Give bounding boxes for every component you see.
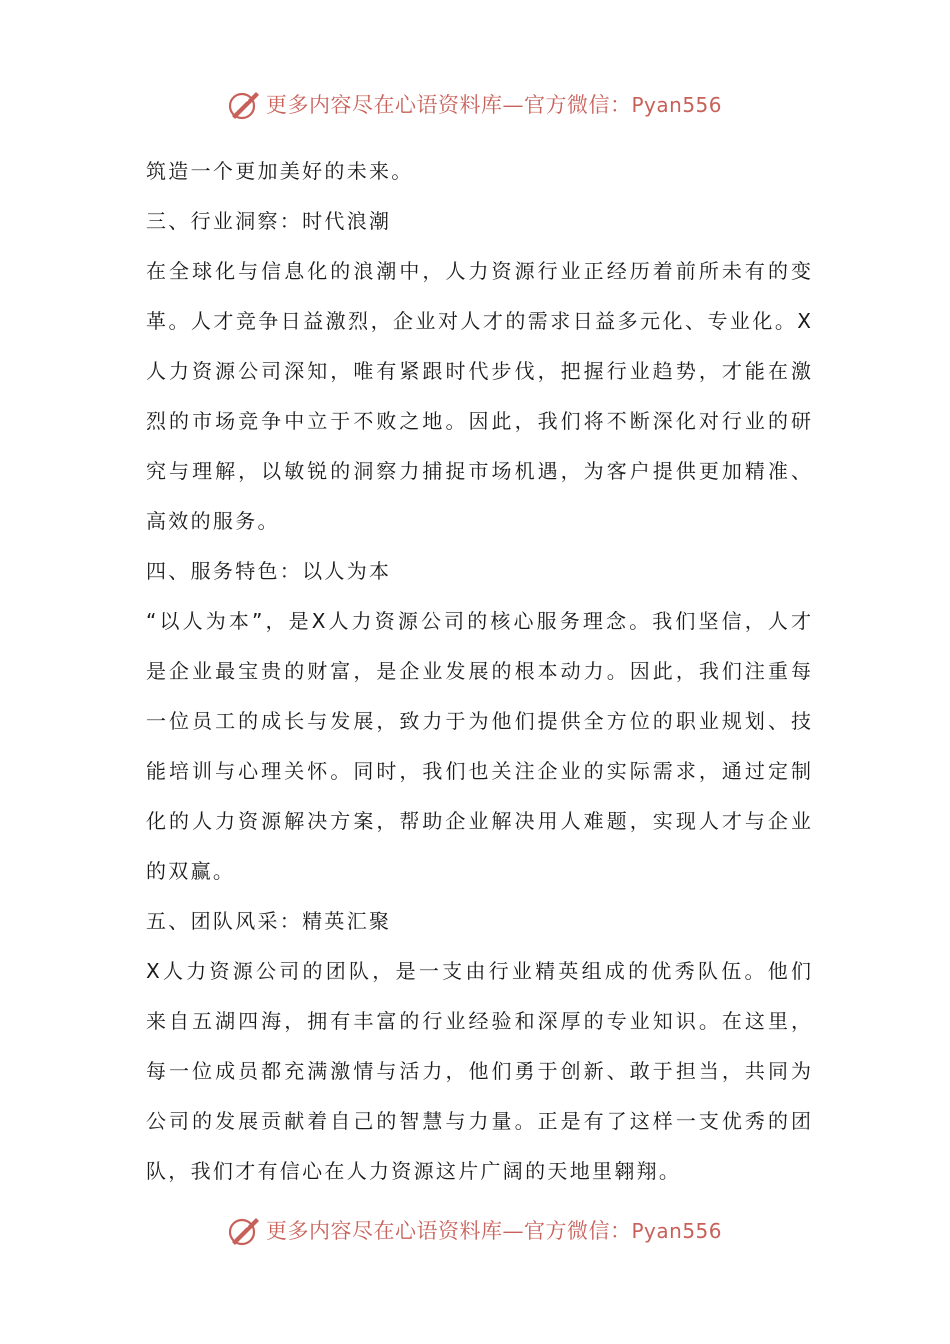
pen-logo-icon	[226, 86, 262, 122]
paragraph-line: 究与理解，以敏锐的洞察力捕捉市场机遇，为客户提供更加精准、	[146, 459, 811, 483]
paragraph-line: 在全球化与信息化的浪潮中，人力资源行业正经历着前所未有的变	[146, 259, 811, 283]
banner-dash: —	[502, 1219, 524, 1243]
footer-watermark-banner	[226, 1210, 746, 1250]
banner-wechat-label: 官方微信：	[524, 93, 632, 117]
header-watermark-banner	[226, 84, 746, 124]
banner-main-text: 更多内容尽在心语资料库	[266, 93, 503, 117]
paragraph-line: 队，我们才有信心在人力资源这片广阔的天地里翱翔。	[146, 1159, 682, 1183]
paragraph-line: 每一位成员都充满激情与活力，他们勇于创新、敢于担当，共同为	[146, 1059, 811, 1083]
paragraph-line: 烈的市场竞争中立于不败之地。因此，我们将不断深化对行业的研	[146, 409, 811, 433]
paragraph-line: 高效的服务。	[146, 509, 280, 533]
banner-text	[266, 89, 722, 119]
section-heading: 四、服务特色：以人为本	[146, 559, 392, 583]
paragraph-line: 化的人力资源解决方案，帮助企业解决用人难题，实现人才与企业	[146, 809, 811, 833]
paragraph-line: X人力资源公司的团队，是一支由行业精英组成的优秀队伍。他们	[146, 959, 811, 983]
pen-logo-icon	[226, 1212, 262, 1248]
paragraph-line: 是企业最宝贵的财富，是企业发展的根本动力。因此，我们注重每	[146, 659, 811, 683]
banner-wechat-id: Pyan556	[631, 1219, 723, 1243]
document-body	[146, 146, 811, 1196]
paragraph-line: 一位员工的成长与发展，致力于为他们提供全方位的职业规划、技	[146, 709, 811, 733]
paragraph-line: 能培训与心理关怀。同时，我们也关注企业的实际需求，通过定制	[146, 759, 811, 783]
section-heading: 三、行业洞察：时代浪潮	[146, 209, 392, 233]
paragraph-line: 的双赢。	[146, 859, 236, 883]
banner-main-text: 更多内容尽在心语资料库	[266, 1219, 503, 1243]
paragraph-line: 人力资源公司深知，唯有紧跟时代步伐，把握行业趋势，才能在激	[146, 359, 811, 383]
banner-wechat-label: 官方微信：	[524, 1219, 632, 1243]
paragraph-line: 革。人才竞争日益激烈，企业对人才的需求日益多元化、专业化。X	[146, 309, 811, 333]
paragraph-line: “以人为本”，是X人力资源公司的核心服务理念。我们坚信，人才	[146, 609, 811, 633]
banner-text	[266, 1215, 722, 1245]
paragraph-line: 公司的发展贡献着自己的智慧与力量。正是有了这样一支优秀的团	[146, 1109, 811, 1133]
paragraph-line: 筑造一个更加美好的未来。	[146, 159, 414, 183]
banner-wechat-id: Pyan556	[631, 93, 723, 117]
section-heading: 五、团队风采：精英汇聚	[146, 909, 392, 933]
banner-dash: —	[502, 93, 524, 117]
paragraph-line: 来自五湖四海，拥有丰富的行业经验和深厚的专业知识。在这里，	[146, 1009, 811, 1033]
